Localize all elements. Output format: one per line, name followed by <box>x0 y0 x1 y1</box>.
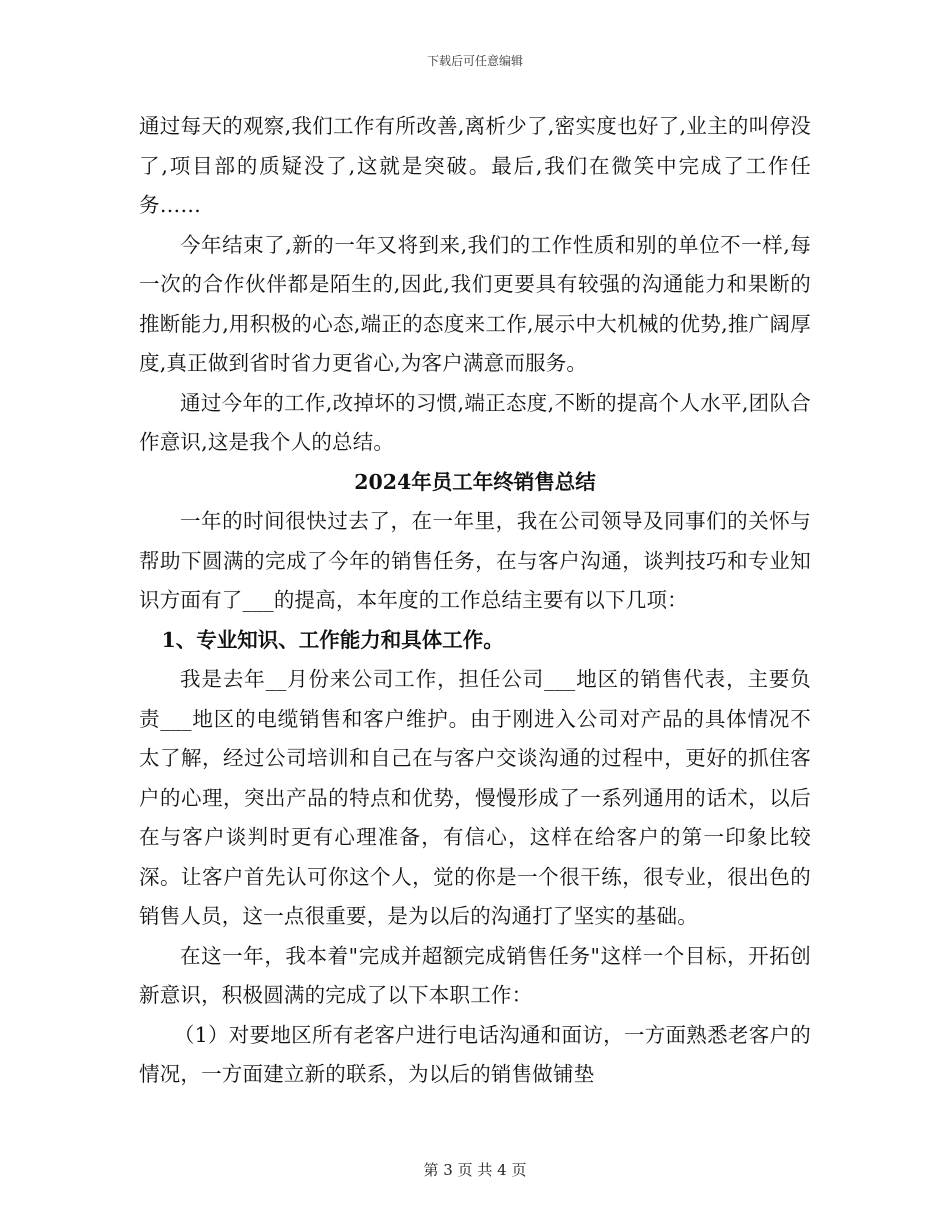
paragraph-6: 在这一年，我本着"完成并超额完成销售任务"这样一个目标，开拓创新意识，积极圆满的完成了以下本职工作： <box>139 943 811 1007</box>
list-item-1: （1）对要地区所有老客户进行电话沟通和面访，一方面熟悉老客户的情况，一方面建立新的联系，为以后的销售做铺垫 <box>139 1022 811 1086</box>
paragraph-4: 一年的时间很快过去了，在一年里，我在公司领导及同事们的关怀与帮助下圆满的完成了今年的销售任务，在与客户沟通，谈判技巧和专业知识方面有了___的提高，本年度的工作总结主要有以下几项： <box>139 509 811 612</box>
section-heading-1: 1、专业知识、工作能力和具体工作。 <box>161 627 504 652</box>
document-body <box>139 107 811 1095</box>
page-footer: 第 3 页 共 4 页 <box>423 1161 527 1179</box>
paragraph-3: 通过今年的工作,改掉坏的习惯,端正态度,不断的提高个人水平,团队合作意识,这是我个人的总结。 <box>139 390 811 454</box>
paragraph-5: 我是去年__月份来公司工作，担任公司___地区的销售代表，主要负责___地区的电缆销售和客户维护。由于刚进入公司对产品的具体情况不太了解，经过公司培训和自己在与客户交谈沟通的过程中，更好的抓住客户的心理，突出产品的特点和优势，慢慢形成了一系列通用的话术，以后在与客户谈判时更有心理准备，有信心，这样在给客户的第一印象比较深。让客户首先认可你这个人，觉的你是一个很干练，很专业，很出色的销售人员，这一点很重要，是为以后的沟通打了坚实的基础。 <box>139 667 811 928</box>
paragraph-1: 通过每天的观察,我们工作有所改善,离析少了,密实度也好了,业主的叫停没了,项目部的质疑没了,这就是突破。最后,我们在微笑中完成了工作任务…… <box>139 114 811 217</box>
page-header: 下载后可任意编辑 <box>426 54 523 68</box>
paragraph-2: 今年结束了,新的一年又将到来,我们的工作性质和别的单位不一样,每一次的合作伙伴都是陌生的,因此,我们更要具有较强的沟通能力和果断的推断能力,用积极的心态,端正的态度来工作,展示中大机械的优势,推广阔厚度,真正做到省时省力更省心,为客户满意而服务。 <box>139 232 811 375</box>
section-title: 2024年员工年终销售总结 <box>354 469 596 494</box>
